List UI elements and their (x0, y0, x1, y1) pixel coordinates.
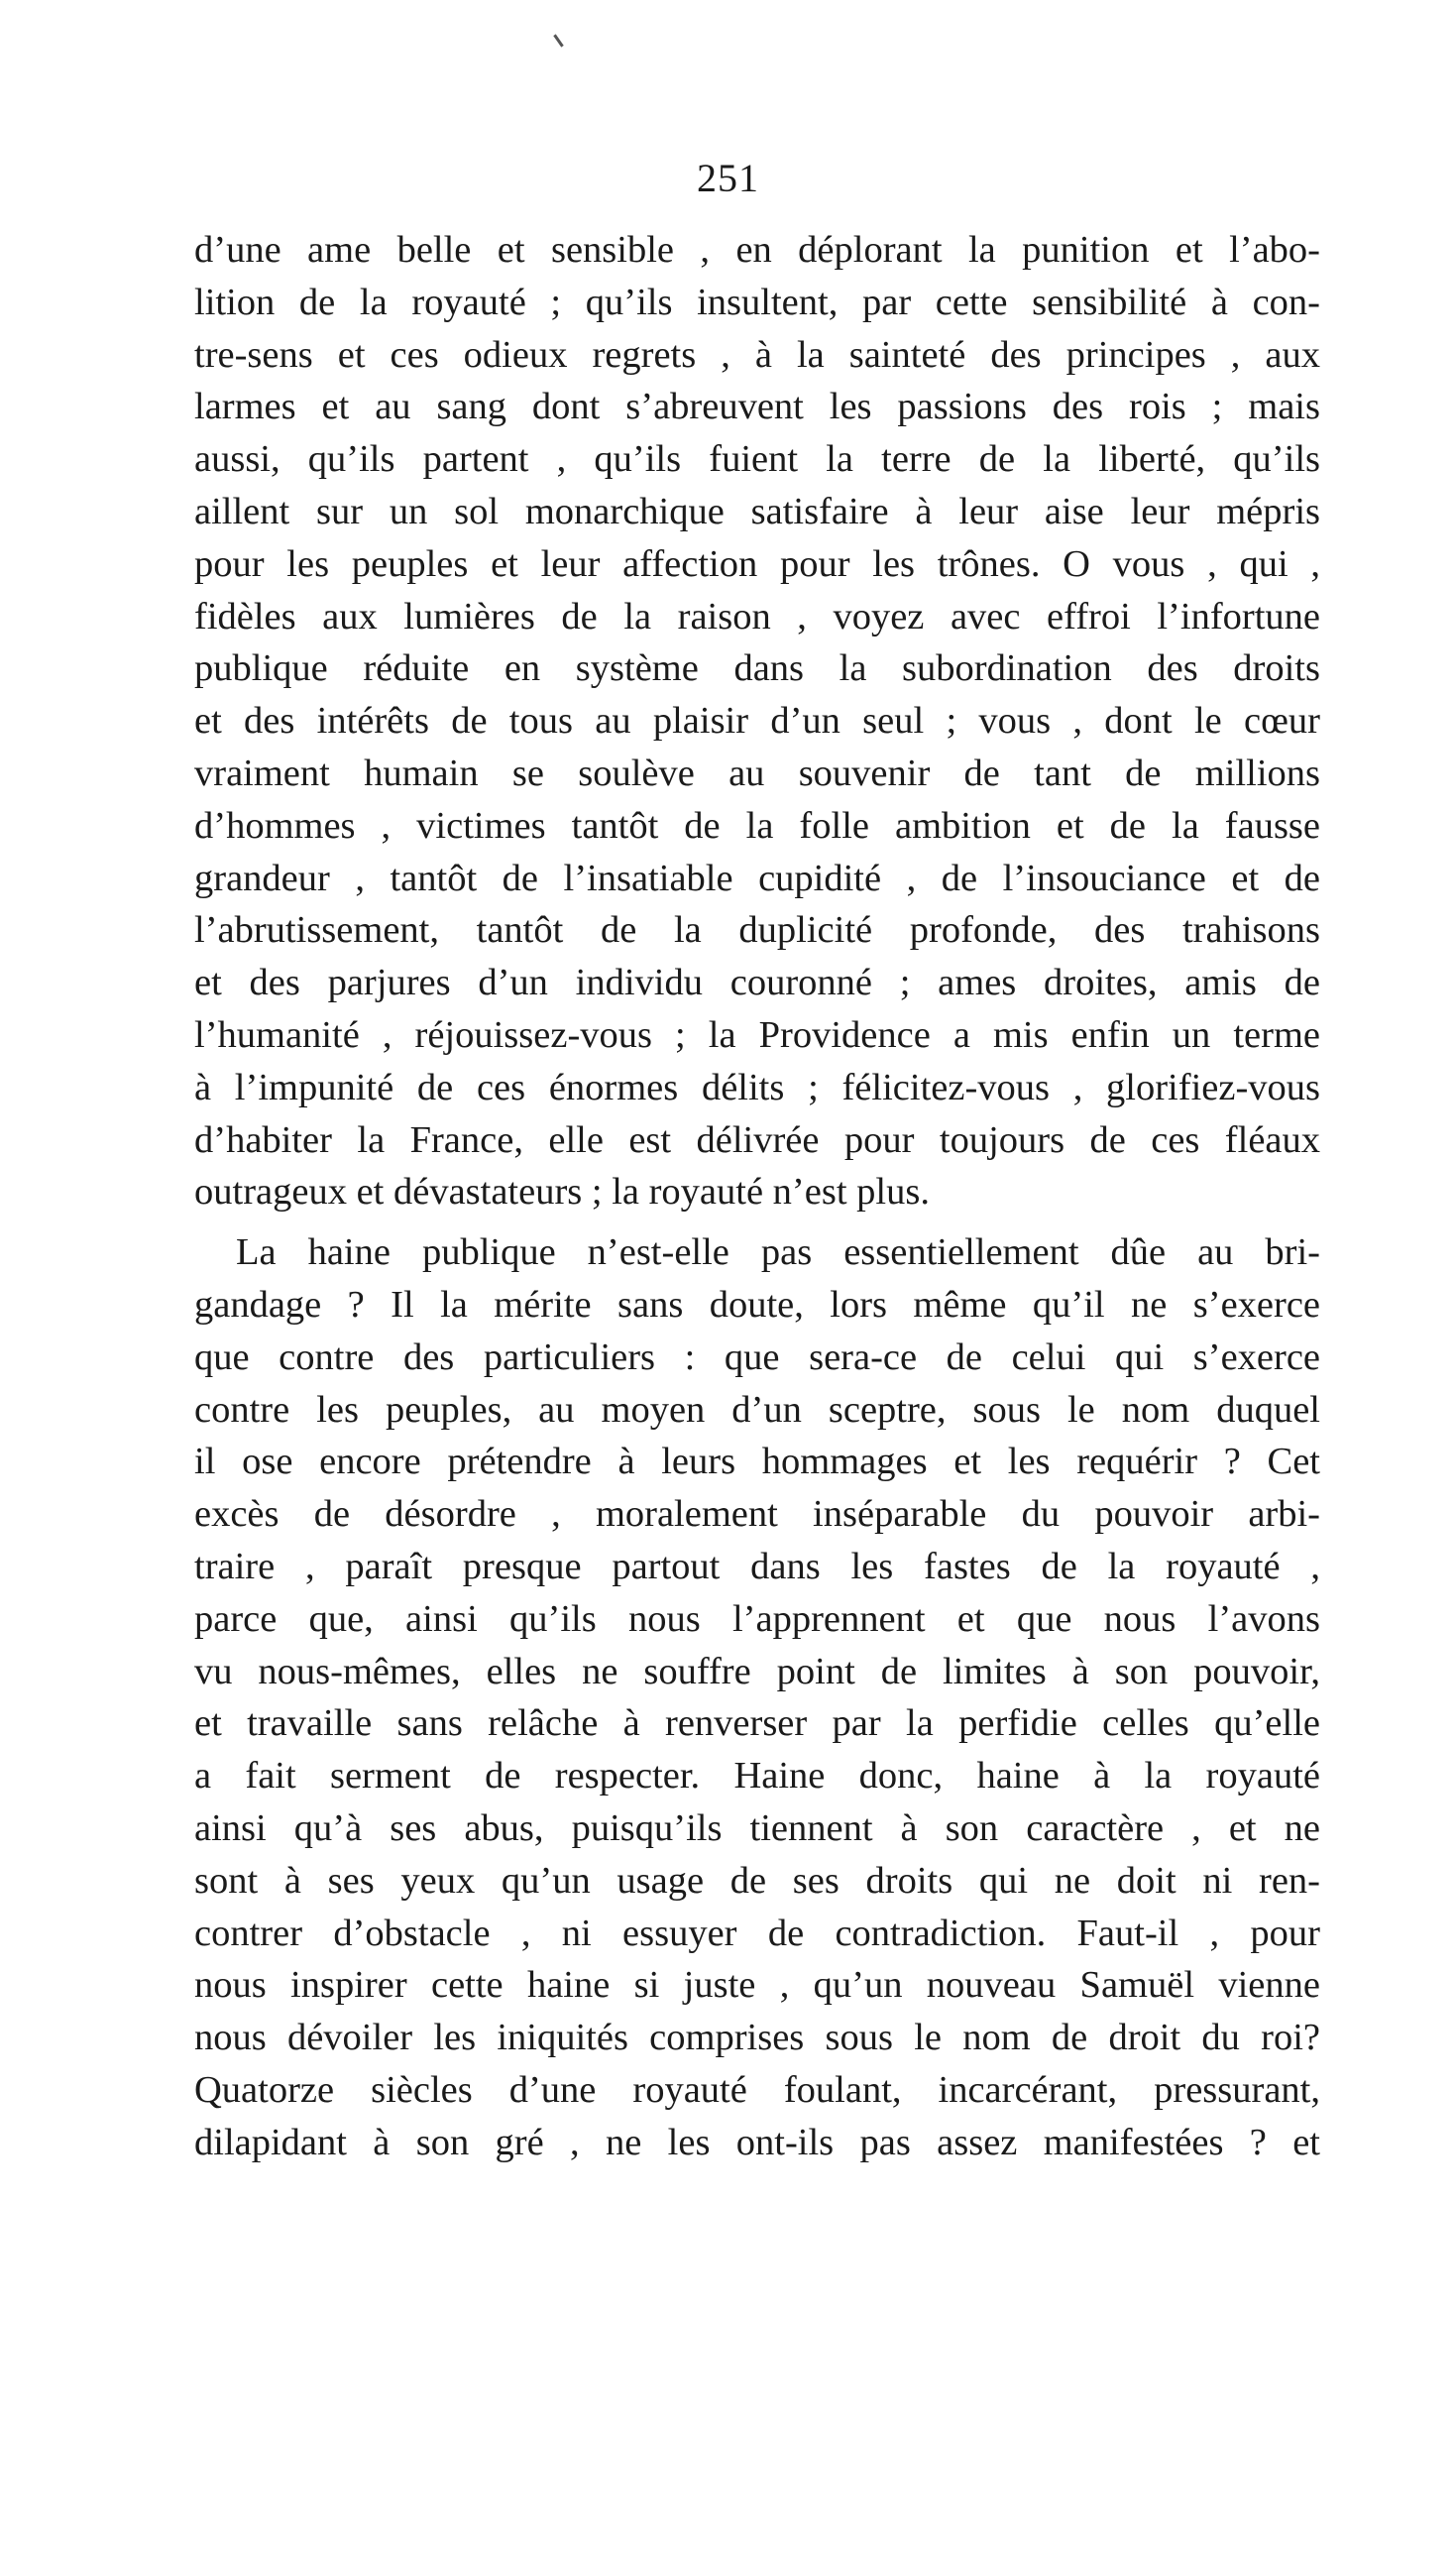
text-line: il ose encore prétendre à leurs hommages et les requérir ? Cet (194, 1441, 1320, 1483)
text-line: nous inspirer cette haine si juste , qu’un nouveau Samuël vienne (194, 1964, 1320, 2007)
text-line: et des intérêts de tous au plaisir d’un seul ; vous , dont le cœur (194, 700, 1320, 743)
stray-mark (553, 34, 563, 47)
text-line: tre-sens et ces odieux regrets , à la sainteté des principes , aux (194, 333, 1320, 376)
text-line: fidèles aux lumières de la raison , voyez avec effroi l’infortune (194, 595, 1320, 638)
text-line: et des parjures d’un individu couronné ; ames droites, amis de (194, 962, 1320, 1004)
text-line: nous dévoiler les iniquités comprises sous le nom de droit du roi? (194, 2017, 1320, 2059)
text-line: contre les peuples, au moyen d’un sceptre, sous le nom duquel (194, 1388, 1320, 1431)
text-line: aussi, qu’ils partent , qu’ils fuient la terre de la liberté, qu’ils (194, 438, 1320, 481)
text-line: et travaille sans relâche à renverser par la perfidie celles qu’elle (194, 1702, 1320, 1745)
text-line: l’humanité , réjouissez-vous ; la Providence a mis enfin un terme (194, 1013, 1320, 1056)
text-line: outrageux et dévastateurs ; la royauté n’est plus. (194, 1171, 930, 1214)
text-line: ainsi qu’à ses abus, puisqu’ils tiennent à son caractère , et ne (194, 1806, 1320, 1849)
text-line: dilapidant à son gré , ne les ont-ils pas assez manifestées ? et (194, 2121, 1320, 2163)
text-line: pour les peuples et leur affection pour les trônes. O vous , qui , (194, 542, 1320, 585)
text-line: d’une ame belle et sensible , en déplorant la punition et l’abo- (194, 229, 1320, 271)
text-line: sont à ses yeux qu’un usage de ses droits qui ne doit ni ren- (194, 1859, 1320, 1902)
text-line: contrer d’obstacle , ni essuyer de contradiction. Faut-il , pour (194, 1912, 1320, 1954)
paragraph-gap (194, 1218, 1320, 1226)
text-line: publique réduite en système dans la subordination des droits (194, 647, 1320, 690)
text-line: excès de désordre , moralement inséparable du pouvoir arbi- (194, 1493, 1320, 1536)
text-line: d’habiter la France, elle est délivrée pour toujours de ces fléaux (194, 1118, 1320, 1161)
text-line: traire , paraît presque partout dans les fastes de la royauté , (194, 1545, 1320, 1587)
text-line: l’abrutissement, tantôt de la duplicité profonde, des trahisons (194, 909, 1320, 952)
paragraph-1 (194, 224, 1320, 1218)
body-text (194, 224, 1320, 2168)
text-line: vraiment humain se soulève au souvenir de tant de millions (194, 752, 1320, 794)
text-line: gandage ? Il la mérite sans doute, lors même qu’il ne s’exerce (194, 1283, 1320, 1326)
text-line: grandeur , tantôt de l’insatiable cupidité , de l’insouciance et de (194, 857, 1320, 899)
text-line: que contre des particuliers : que sera-ce de celui qui s’exerce (194, 1335, 1320, 1378)
text-line: a fait serment de respecter. Haine donc, haine à la royauté (194, 1755, 1320, 1798)
page-number: 251 (697, 156, 759, 200)
text-line: La haine publique n’est-elle pas essentiellement dûe au bri- (236, 1231, 1320, 1274)
text-line: aillent sur un sol monarchique satisfaire à leur aise leur mépris (194, 490, 1320, 532)
text-line: Quatorze siècles d’une royauté foulant, incarcérant, pressurant, (194, 2068, 1320, 2111)
text-line: vu nous-mêmes, elles ne souffre point de limites à son pouvoir, (194, 1650, 1320, 1692)
text-line: parce que, ainsi qu’ils nous l’apprennent et que nous l’avons (194, 1597, 1320, 1640)
text-line: d’hommes , victimes tantôt de la folle ambition et de la fausse (194, 804, 1320, 847)
text-line: à l’impunité de ces énormes délits ; félicitez-vous , glorifiez-vous (194, 1066, 1320, 1108)
text-line: larmes et au sang dont s’abreuvent les passions des rois ; mais (194, 386, 1320, 428)
text-line: lition de la royauté ; qu’ils insultent, par cette sensibilité à con- (194, 281, 1320, 323)
paragraph-2 (194, 1226, 1320, 2168)
